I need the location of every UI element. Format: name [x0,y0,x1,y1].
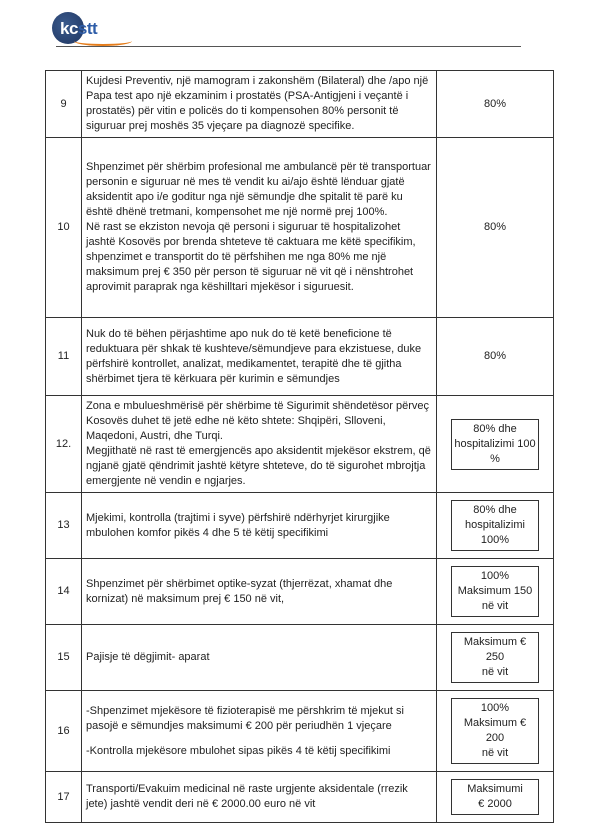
row-coverage-value [437,625,554,691]
description-paragraph: Shpenzimet për shërbim profesional me ambulancë për të transportuar personin e siguruar në mes të vendit ku ai/ajo është lënduar gjatë aksidentit apo i/e goditur nga një sëmundje dhe spitalit të parë ku është dhënë tretmani, kompensohet me një normë prej 100%. [86,161,431,218]
logo-text: kcstt [60,19,98,38]
coverage-value-line: 80% [483,97,507,110]
coverage-value-line: 80% [483,350,507,362]
coverage-value-line: 80% dhe [473,504,517,516]
row-coverage-value [437,559,554,625]
logo-swoosh [74,36,132,46]
table-row [46,559,554,625]
row-coverage-value [437,318,554,396]
row-coverage-value [437,71,554,138]
row-number: 13 [46,493,82,559]
row-number: 15 [46,625,82,691]
description-paragraph: Shpenzimet për shërbimet optike-syzat (thjerrëzat, xhamat dhe kornizat) në maksimum prej € 150 në vit, [86,577,393,605]
coverage-value-line: Maksimum € 250 [463,636,527,663]
description-paragraph: Megjithatë në rast të emergjencës apo aksidentit mjekësor ekstrem, që ngjanë gjatë qëndrimit jashtë këtyre shteteve, do të sigurohet mbrojtja emergjente në vendin e ngjarjes. [86,445,431,487]
specification-table [45,70,554,823]
kcstt-logo [52,12,134,46]
table-row [46,625,554,691]
row-description [82,625,437,691]
row-coverage-value [437,691,554,772]
table-row [46,318,554,396]
table-row [46,691,554,772]
coverage-value-line: hospitalizimi 100% [465,519,525,546]
coverage-value-line: 100% [480,570,510,582]
coverage-value-box [451,500,539,551]
coverage-value-line: Maksimum € 200 [463,717,527,744]
description-paragraph: Nuk do të bëhen përjashtime apo nuk do të ketë beneficione të reduktuara për shkak të kushteve/sëmundjeve para ekzistuese, duke përfshirë kontrollet, analizat, medikamentet, terapitë dhe të gjitha shërbimet tjera të kërkuara për kurimin e sëmundjes [86,327,422,385]
coverage-value-line: në vit [481,747,509,759]
coverage-value-line: në vit [481,666,509,678]
row-description [82,396,437,493]
coverage-value-line: 80% [483,221,507,233]
coverage-value-box [441,349,549,364]
row-description [82,691,437,772]
row-number: 10 [46,138,82,318]
row-description [82,559,437,625]
coverage-value-box [451,566,539,617]
coverage-value-line: 80% dhe [473,422,517,435]
coverage-value-box [441,97,549,112]
description-paragraph: Kujdesi Preventiv, një mamogram i zakonshëm (Bilateral) dhe /apo një Papa test apo një ekzaminim i prostatës (PSA-Antigjeni i veçantë i prostatës) për vitin e policës do ti kompensohen 80% personit të siguruar prej moshës 35 vjeçare pa diagnozë specifike. [86,75,429,132]
table-row [46,493,554,559]
coverage-value-line: 100% [480,702,510,714]
table-row [46,772,554,823]
row-description [82,318,437,396]
row-coverage-value [437,396,554,493]
coverage-value-box [451,698,539,764]
coverage-value-line: Maksimum 150 [457,585,533,597]
description-paragraph: Në rast se ekziston nevoja që personi i siguruar të hospitalizohet jashtë Kosovës por brenda shteteve të caktuara me këtë specifikim, shpenzimet e transportit do të përfshihen me nga 80% me një maksimum prej € 350 për person të siguruar në vit që i nënshtrohet aprovimit paraprak nga këshilltari mjekësor i siguruesit. [86,221,416,293]
coverage-value-line: në vit [481,600,509,612]
row-number: 14 [46,559,82,625]
row-description [82,71,437,138]
row-number: 11 [46,318,82,396]
row-number: 12. [46,396,82,493]
description-paragraph: -Kontrolla mjekësore mbulohet sipas pikës 4 të këtij specifikimi [86,744,391,757]
row-coverage-value [437,493,554,559]
row-number: 16 [46,691,82,772]
description-paragraph: Transporti/Evakuim medicinal në raste urgjente aksidentale (rrezik jete) jashtë vendit deri në € 2000.00 euro në vit [86,783,408,810]
row-coverage-value [437,138,554,318]
table-row [46,138,554,318]
row-number: 17 [46,772,82,823]
coverage-value-box [451,779,539,815]
coverage-value-line: hospitalizimi 100 % [454,437,536,465]
description-paragraph: Pajisje të dëgjimit- aparat [86,651,210,663]
description-paragraph: -Shpenzimet mjekësore të fizioterapisë me përshkrim të mjekut si pasojë e sëmundjes maksimumi € 200 për periudhën 1 vjeçare [86,704,404,732]
coverage-value-line: Maksimumi [467,783,523,795]
table-row [46,71,554,138]
coverage-value-box [441,220,549,235]
row-description [82,138,437,318]
row-description [82,493,437,559]
table-row [46,396,554,493]
coverage-value-box [451,632,539,683]
coverage-value-box [451,419,539,470]
header-rule [56,46,521,47]
row-coverage-value [437,772,554,823]
row-number: 9 [46,71,82,138]
description-paragraph: Mjekimi, kontrolla (trajtimi i syve) përfshirë ndërhyrjet kirurgjike mbulohen komfor pikës 4 dhe 5 të këtij specifikimi [86,511,390,539]
description-paragraph: Zona e mbulueshmërisë për shërbime të Sigurimit shëndetësor përveç Kosovës duhet të jetë edhe në këto shtete: Shqipëri, Slloveni, Maqedoni, Austri, dhe Turqi. [86,400,429,442]
coverage-value-line: € 2000 [478,798,512,810]
row-description [82,772,437,823]
